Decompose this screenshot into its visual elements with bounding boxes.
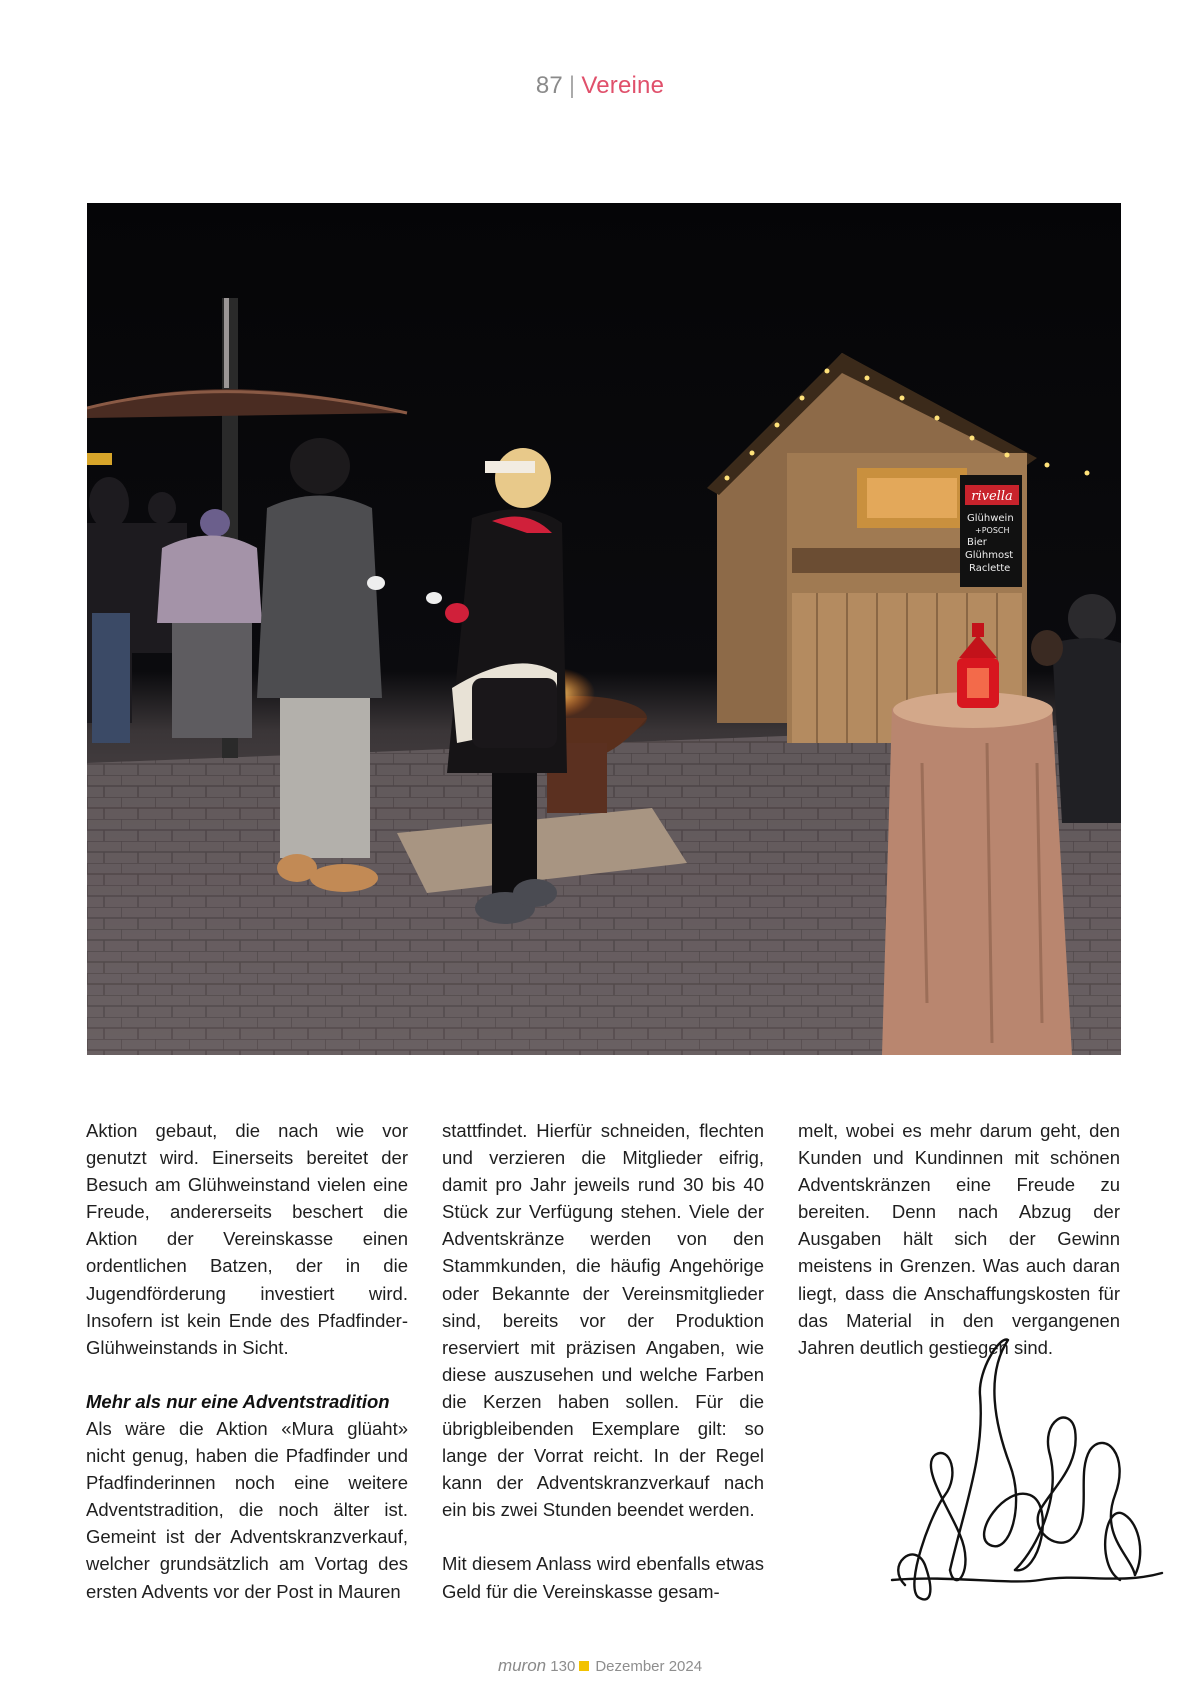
page-header xyxy=(0,72,1200,100)
sign-line-1: Glühwein xyxy=(967,513,1014,524)
header-separator: | xyxy=(568,72,576,99)
footer-square-icon xyxy=(579,1661,589,1671)
col1-paragraph-2: Als wäre die Aktion «Mura glüaht» nicht genug, haben die Pfadfinder und Pfadfinderinnen noch eine weitere Adventstradition, die noch älter ist. Gemeint ist der Adventskranzverkauf, welcher grundsätzlich am Vortag des ersten Advents vor der Post in Mauren xyxy=(86,1417,408,1602)
footer-issue: 130 xyxy=(550,1658,576,1675)
section-title: Vereine xyxy=(581,72,665,99)
col3-paragraph-1: melt, wobei es mehr darum geht, den Kunden und Kundinnen mit schönen Adventskränzen eine Freude zu bereiten. Denn nach Abzug der Ausgaben hält sich der Gewinn meistens in Grenzen. Was auch daran liegt, dass die Anschaffungskosten für das Material in den vergangenen Jahren deutlich gestiegen sind. xyxy=(798,1120,1120,1358)
sign-line-3: Bier xyxy=(967,537,987,548)
page-number: 87 xyxy=(535,72,563,99)
text-column-3 xyxy=(798,1117,1120,1361)
sign-line-2: +POSCH xyxy=(975,526,1010,535)
footer-brand: muron xyxy=(497,1656,547,1675)
subheading: Mehr als nur eine Adventstradition xyxy=(86,1390,390,1412)
sign-brand: rivella xyxy=(971,489,1013,504)
text-column-1 xyxy=(86,1117,408,1605)
col2-paragraph-1: stattfindet. Hierfür schneiden, flechten und verzieren die Mitglieder eifrig, damit pro Jahr jeweils rund 30 bis 40 Stück zur Verfügung stehen. Viele der Adventskränze werden von den Stammkunden, die häufig Angehörige oder Bekannte der Vereinsmitglieder sind, bereits vor der Produktion reserviert mit präzisen Angaben, wie diese auszusehen und welche Farben die Kerzen haben sollen. Für die übrigbleibenden Exemplare gilt: so lange der Vorrat reicht. In der Regel kann der Adventskranzverkauf nach ein bis zwei Stunden beendet werden. xyxy=(442,1120,764,1521)
sign-line-4: Glühmost xyxy=(965,550,1014,561)
sign-line-5: Raclette xyxy=(969,563,1011,574)
page-footer xyxy=(0,1656,1200,1676)
flame-sketch-icon xyxy=(890,1335,1165,1620)
col2-paragraph-2: Mit diesem Anlass wird ebenfalls etwas Geld für die Vereinskasse gesam- xyxy=(442,1553,764,1602)
text-column-2 xyxy=(442,1117,764,1605)
article-photo xyxy=(87,203,1121,1055)
col1-paragraph-1: Aktion gebaut, die nach wie vor genutzt wird. Einerseits bereitet der Besuch am Glühweinstand vielen eine Freude, andererseits beschert die Aktion der Vereinskasse einen ordentlichen Batzen, der in die Jugendförderung investiert wird. Insofern ist kein Ende des Pfadfinder-Glühweinstands in Sicht. xyxy=(86,1120,408,1358)
footer-date: Dezember 2024 xyxy=(595,1658,703,1675)
